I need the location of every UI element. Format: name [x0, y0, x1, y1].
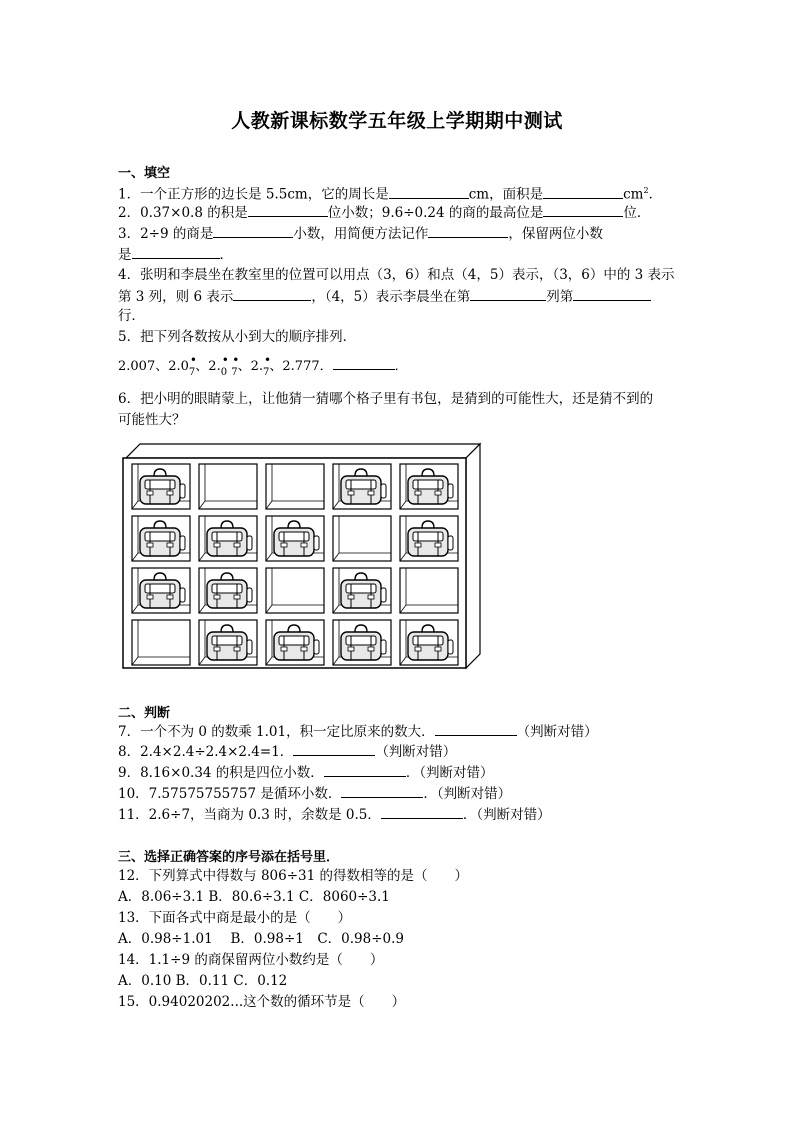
- cell-with-bag: [266, 620, 324, 665]
- question-13-options: A．0.98÷1.01 B．0.98÷1 C．0.98÷0.9: [118, 931, 405, 947]
- question-5: 5．把下列各数按从小到大的顺序排列．: [118, 329, 357, 345]
- answer-blank[interactable]: [233, 287, 311, 301]
- question-6-cont: 可能性大？: [118, 412, 186, 428]
- empty-cell: [266, 464, 324, 509]
- cell-with-bag: [199, 620, 257, 665]
- cell-with-bag: [333, 464, 391, 509]
- answer-blank[interactable]: [293, 742, 375, 756]
- question-12: 12．下列算式中得数与 806÷31 的得数相等的是（ ）: [118, 868, 469, 884]
- empty-cell: [199, 464, 257, 509]
- question-3: 3．2÷9 的商是 小数，用简便方法记作 ，保留两位小数: [118, 226, 603, 242]
- answer-blank[interactable]: [333, 356, 395, 370]
- question-6: 6．把小明的眼睛蒙上，让他猜一猜哪个格子里有书包，是猜到的可能性大，还是猜不到的: [118, 391, 654, 407]
- page-title: 人教新课标数学五年级上学期期中测试: [231, 110, 563, 132]
- question-15: 15．0.94020202...这个数的循环节是（ ）: [118, 994, 406, 1010]
- question-14: 14．1.1÷9 的商保留两位小数约是（ ）: [118, 952, 384, 968]
- answer-blank[interactable]: [428, 224, 508, 238]
- question-8: 8．2.4×2.4÷2.4×2.4=1． （判断对错）: [118, 744, 457, 760]
- answer-blank[interactable]: [381, 805, 463, 819]
- answer-blank[interactable]: [435, 722, 517, 736]
- empty-cell: [333, 516, 391, 561]
- cell-with-bag: [333, 620, 391, 665]
- cell-with-bag: [132, 464, 190, 509]
- answer-blank[interactable]: [248, 203, 328, 217]
- empty-cell: [132, 620, 190, 665]
- question-7: 7．一个不为 0 的数乘 1.01，积一定比原来的数大． （判断对错）: [118, 724, 598, 740]
- empty-cell: [266, 568, 324, 613]
- question-14-options: A．0.10 B．0.11 C．0.12: [118, 973, 288, 989]
- cell-with-bag: [400, 464, 458, 509]
- cell-with-bag: [400, 620, 458, 665]
- section-2-heading: 二、判断: [118, 706, 171, 721]
- answer-blank[interactable]: [573, 287, 651, 301]
- question-5-numbers: 2.007、2.0 • $_7$、2. • $_0$ • $_7$、2. • $_7$、2.777． ．: [118, 353, 408, 378]
- answer-blank[interactable]: [470, 287, 546, 301]
- cell-with-bag: [266, 516, 324, 561]
- question-13: 13．下面各式中商是最小的是（ ）: [118, 910, 352, 926]
- answer-blank[interactable]: [341, 784, 423, 798]
- question-4-cont2: 行．: [118, 308, 145, 324]
- question-2: 2．0.37×0.8 的积是 位小数；9.6÷0.24 的商的最高位是 位．: [118, 205, 651, 221]
- bookcase-illustration: [118, 436, 484, 670]
- answer-blank[interactable]: [543, 185, 623, 199]
- section-1-heading: 一、填空: [118, 166, 171, 181]
- question-9: 9．8.16×0.34 的积是四位小数． ．（判断对错）: [118, 765, 494, 781]
- section-3-heading: 三、选择正确答案的序号添在括号里．: [118, 850, 340, 865]
- question-1: 1．一个正方形的边长是 5.5cm，它的周长是 cm，面积是 $cm^2$．: [118, 186, 663, 203]
- question-12-options: A．8.06÷3.1 B．80.6÷3.1 C．8060÷3.1: [118, 889, 390, 905]
- answer-blank[interactable]: [543, 203, 623, 217]
- cell-with-bag: [199, 568, 257, 613]
- question-4: 4．张明和李晨坐在教室里的位置可以用点（3，6）和点（4，5）表示，（3，6）中的 3 表示: [118, 267, 675, 283]
- cell-with-bag: [199, 516, 257, 561]
- question-3-cont: 是 ．: [118, 247, 233, 263]
- cell-with-bag: [132, 568, 190, 613]
- question-10: 10．7.57575755757 是循环小数． ．（判断对错）: [118, 786, 512, 802]
- question-4-cont: 第 3 列，则 6 表示 ，（4，5）表示李晨坐在第 列第: [118, 287, 651, 306]
- answer-blank[interactable]: [324, 763, 406, 777]
- cell-with-bag: [132, 516, 190, 561]
- answer-blank[interactable]: [389, 185, 469, 199]
- cell-with-bag: [400, 516, 458, 561]
- answer-blank[interactable]: [132, 245, 220, 259]
- cell-with-bag: [333, 568, 391, 613]
- question-11: 11．2.6÷7，当商为 0.3 时，余数是 0.5． ．（判断对错）: [118, 807, 551, 823]
- empty-cell: [400, 568, 458, 613]
- answer-blank[interactable]: [213, 224, 293, 238]
